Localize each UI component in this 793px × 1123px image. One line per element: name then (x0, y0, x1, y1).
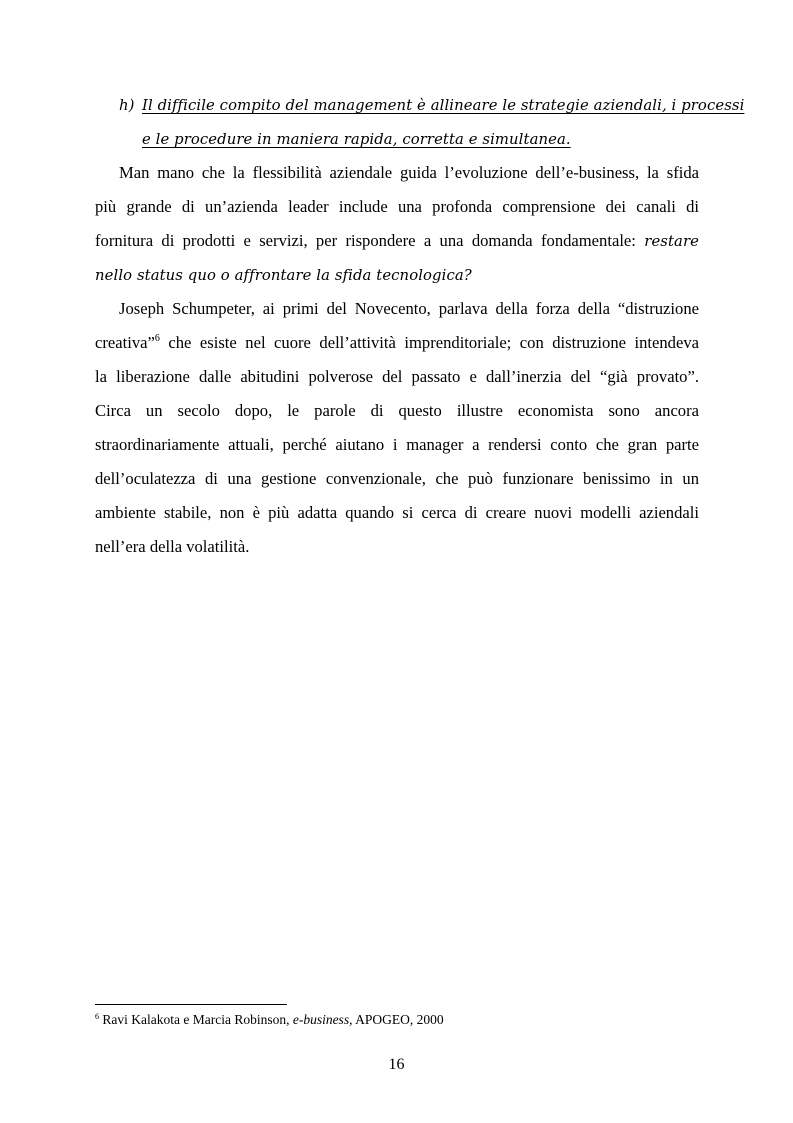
paragraph2-line5: straordinariamente attuali, perché aiutano i manager a rendersi conto che gran parte (95, 435, 699, 454)
paragraph2-line6: dell’oculatezza di una gestione convenzionale, che può funzionare benissimo in un (95, 469, 699, 488)
paragraph2-line3: la liberazione dalle abitudini polverose del passato e dall’inerzia del “già provato”. (95, 367, 699, 386)
paragraph2-line7: ambiente stabile, non è più adatta quando si cerca di creare nuovi modelli aziendali (95, 503, 699, 522)
paragraph1-line3: fornitura di prodotti e servizi, per rispondere a una domanda fondamentale: restare (95, 231, 699, 250)
page-number: 16 (388, 1056, 405, 1073)
paragraph2-line8: nell’era della volatilità. (95, 537, 250, 556)
list-item-marker: h) (119, 97, 135, 114)
paragraph2-line1: Joseph Schumpeter, ai primi del Novecento, parlava della forza della “distruzione (119, 299, 699, 318)
footnote-number: 6 (95, 1012, 99, 1021)
paragraph1-line4: nello status quo o affrontare la sfida tecnologica? (95, 267, 472, 284)
footnote-title: e-business (292, 1012, 350, 1027)
list-item-text-line2: e le procedure in maniera rapida, corretta e simultanea. (142, 131, 571, 148)
paragraph2-line4: Circa un secolo dopo, le parole di questo illustre economista sono ancora (95, 401, 699, 420)
paragraph1-line2: più grande di un’azienda leader include una profonda comprensione dei canali di (95, 197, 699, 216)
footnote-ref: 6 (154, 333, 160, 344)
footnote-divider (95, 1004, 287, 1005)
footnote: $^6$ Ravi Kalakota e Marcia Robinson, e-business, APOGEO, 2000 (95, 1012, 444, 1027)
list-item-text-line1: Il difficile compito del management è allineare le strategie aziendali, i processi (142, 97, 745, 114)
paragraph1-line1: Man mano che la flessibilità aziendale guida l’evoluzione dell’e-business, la sfida (119, 163, 699, 182)
paragraph2-line2: creativa”$^6$ che esiste nel cuore dell’attività imprenditoriale; con distruzione intendeva (95, 333, 699, 352)
